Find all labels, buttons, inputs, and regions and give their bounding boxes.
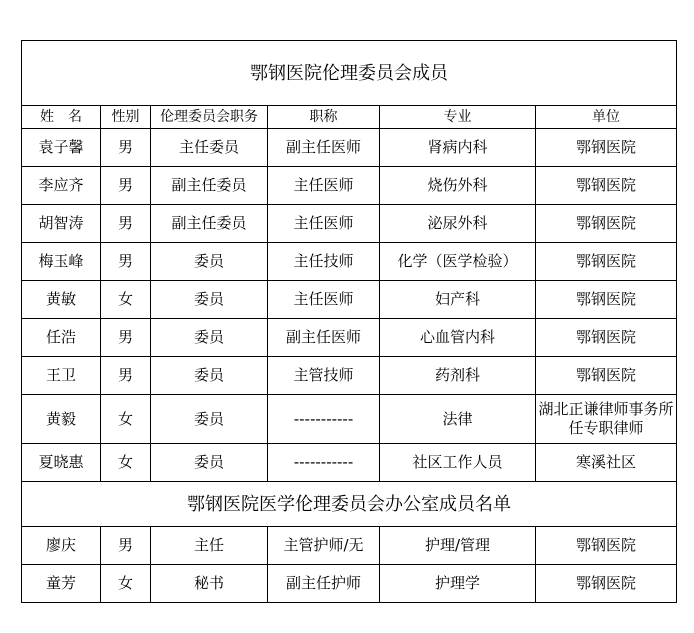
member-gender: 男 [101, 167, 151, 205]
member-role: 委员 [151, 319, 268, 357]
table-row [22, 357, 677, 395]
member-role: 主任 [151, 527, 268, 565]
header-gender: 性别 [101, 106, 151, 129]
member-title: 主任医师 [268, 281, 380, 319]
table-title: 鄂钢医院伦理委员会成员 [22, 41, 677, 106]
member-title: 主管护师/无 [268, 527, 380, 565]
member-name: 任浩 [22, 319, 101, 357]
member-unit: 鄂钢医院 [536, 357, 677, 395]
table-row [22, 395, 677, 444]
member-unit: 鄂钢医院 [536, 129, 677, 167]
member-gender: 男 [101, 527, 151, 565]
member-specialty: 护理/管理 [380, 527, 536, 565]
header-committee-role: 伦理委员会职务 [151, 106, 268, 129]
member-title: 主任医师 [268, 205, 380, 243]
header-title: 职称 [268, 106, 380, 129]
member-unit: 鄂钢医院 [536, 527, 677, 565]
member-title: 主任医师 [268, 167, 380, 205]
member-specialty: 护理学 [380, 565, 536, 603]
member-title: ----------- [268, 444, 380, 482]
member-gender: 女 [101, 395, 151, 444]
member-specialty: 妇产科 [380, 281, 536, 319]
member-specialty: 社区工作人员 [380, 444, 536, 482]
member-role: 秘书 [151, 565, 268, 603]
member-specialty: 化学（医学检验） [380, 243, 536, 281]
member-gender: 男 [101, 243, 151, 281]
table-row [22, 319, 677, 357]
member-name: 李应齐 [22, 167, 101, 205]
member-name: 黄毅 [22, 395, 101, 444]
member-title: 主管技师 [268, 357, 380, 395]
member-gender: 男 [101, 129, 151, 167]
member-gender: 女 [101, 281, 151, 319]
table-row [22, 205, 677, 243]
title-row [22, 41, 677, 106]
member-role: 副主任委员 [151, 205, 268, 243]
member-role: 委员 [151, 243, 268, 281]
member-unit: 湖北正谦律师事务所任专职律师 [536, 395, 677, 444]
ethics-committee-table [21, 40, 677, 603]
member-title: 副主任护师 [268, 565, 380, 603]
member-title: ----------- [268, 395, 380, 444]
member-unit: 鄂钢医院 [536, 167, 677, 205]
member-specialty: 心血管内科 [380, 319, 536, 357]
member-title: 副主任医师 [268, 319, 380, 357]
member-gender: 男 [101, 205, 151, 243]
member-role: 委员 [151, 357, 268, 395]
member-name: 黄敏 [22, 281, 101, 319]
member-gender: 男 [101, 357, 151, 395]
member-unit: 鄂钢医院 [536, 205, 677, 243]
member-role: 委员 [151, 444, 268, 482]
member-specialty: 药剂科 [380, 357, 536, 395]
member-role: 委员 [151, 395, 268, 444]
member-specialty: 法律 [380, 395, 536, 444]
member-role: 主任委员 [151, 129, 268, 167]
table-row [22, 444, 677, 482]
member-gender: 女 [101, 444, 151, 482]
table-row [22, 565, 677, 603]
table-row [22, 243, 677, 281]
member-gender: 女 [101, 565, 151, 603]
member-name: 童芳 [22, 565, 101, 603]
member-name: 夏晓惠 [22, 444, 101, 482]
member-gender: 男 [101, 319, 151, 357]
table-row [22, 129, 677, 167]
member-name: 胡智涛 [22, 205, 101, 243]
member-unit: 鄂钢医院 [536, 319, 677, 357]
header-row [22, 106, 677, 129]
table-row [22, 281, 677, 319]
office-section-title: 鄂钢医院医学伦理委员会办公室成员名单 [22, 482, 677, 527]
member-title: 主任技师 [268, 243, 380, 281]
member-unit: 鄂钢医院 [536, 565, 677, 603]
member-specialty: 泌尿外科 [380, 205, 536, 243]
member-role: 副主任委员 [151, 167, 268, 205]
header-unit: 单位 [536, 106, 677, 129]
member-unit: 寒溪社区 [536, 444, 677, 482]
office-section-row [22, 482, 677, 527]
member-unit: 鄂钢医院 [536, 243, 677, 281]
member-unit: 鄂钢医院 [536, 281, 677, 319]
header-specialty: 专业 [380, 106, 536, 129]
member-name: 王卫 [22, 357, 101, 395]
table-row [22, 527, 677, 565]
member-name: 袁子馨 [22, 129, 101, 167]
member-title: 副主任医师 [268, 129, 380, 167]
table-row [22, 167, 677, 205]
header-name: 姓 名 [22, 106, 101, 129]
member-specialty: 肾病内科 [380, 129, 536, 167]
member-role: 委员 [151, 281, 268, 319]
member-name: 梅玉峰 [22, 243, 101, 281]
member-name: 廖庆 [22, 527, 101, 565]
member-specialty: 烧伤外科 [380, 167, 536, 205]
